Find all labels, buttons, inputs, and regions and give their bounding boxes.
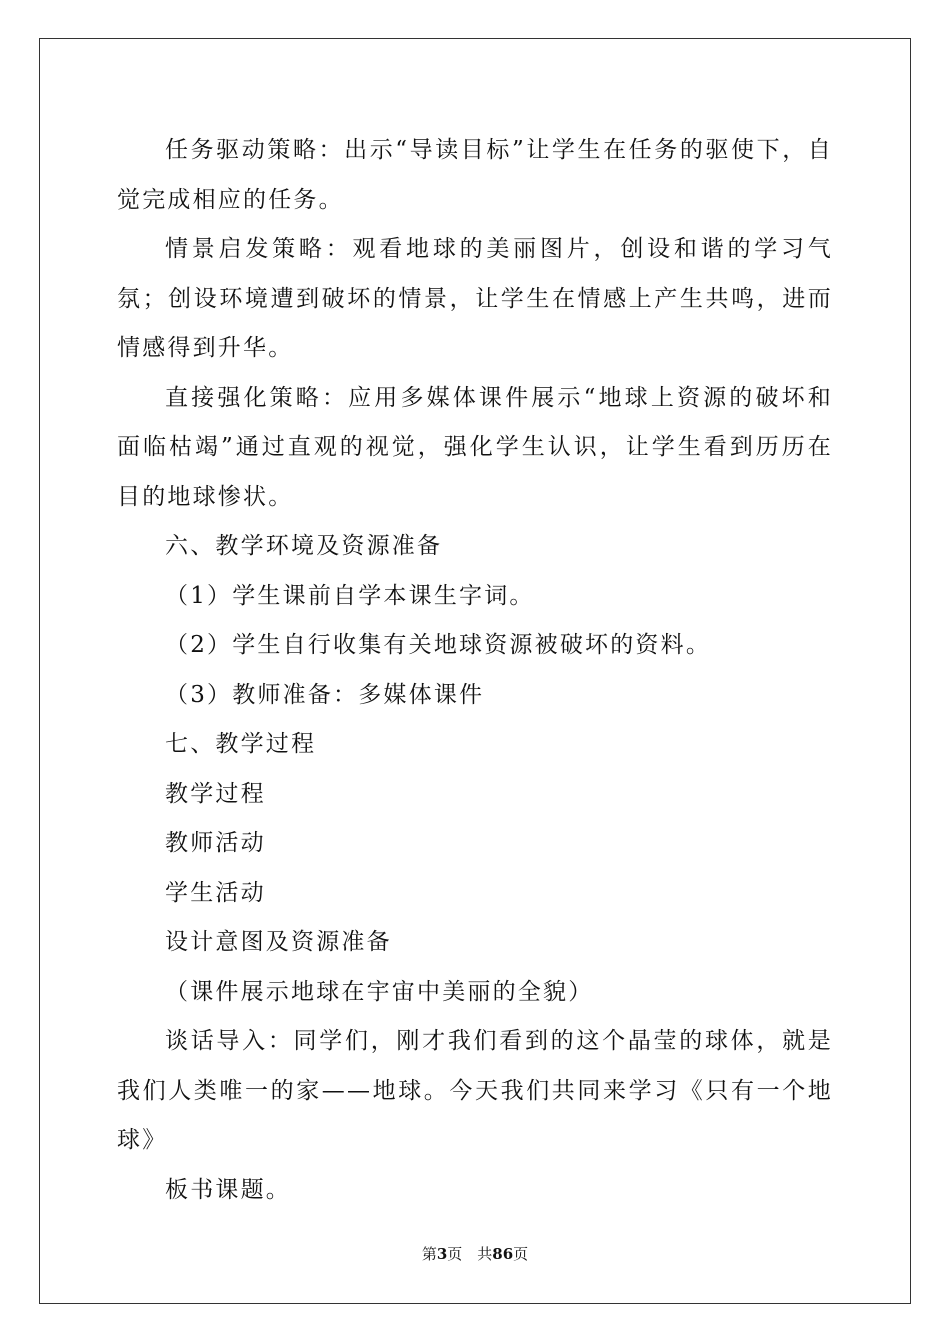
list-item-1: （1）学生课前自学本课生字词。 xyxy=(165,582,535,609)
label-teacher-activity: 教师活动 xyxy=(165,830,266,856)
footer-page-number: 3 xyxy=(436,1245,448,1263)
document-body xyxy=(117,126,833,1215)
section-heading-environment-resources: 六、教学环境及资源准备 xyxy=(165,533,443,559)
label-student-activity: 学生活动 xyxy=(165,879,266,906)
footer-suffix: 页 xyxy=(513,1245,529,1263)
footer-total-pages: 86 xyxy=(492,1245,514,1263)
paragraph-direct-reinforcement-strategy: 直接强化策略：应用多媒体课件展示“地球上资源的破坏和面临枯竭”通过直观的视觉，强化学生认识，让学生看到历历在目的地球惨状。 xyxy=(117,384,833,510)
footer-prefix: 第 xyxy=(421,1245,437,1263)
paragraph-task-driven-strategy: 任务驱动策略：出示“导读目标”让学生在任务的驱使下，自觉完成相应的任务。 xyxy=(117,137,833,213)
paragraph-blackboard-title: 板书课题。 xyxy=(165,1176,291,1203)
label-teaching-process: 教学过程 xyxy=(165,780,266,807)
paragraph-introduction-talk: 谈话导入：同学们，刚才我们看到的这个晶莹的球体，就是我们人类唯一的家——地球。今天我们共同来学习《只有一个地球》 xyxy=(117,1028,833,1153)
section-heading-teaching-process: 七、教学过程 xyxy=(165,731,317,757)
footer-middle: 页 共 xyxy=(447,1245,493,1263)
label-design-intent: 设计意图及资源准备 xyxy=(165,929,392,955)
list-item-2: （2）学生自行收集有关地球资源被破坏的资料。 xyxy=(165,632,712,658)
list-item-3: （3）教师准备：多媒体课件 xyxy=(165,681,485,708)
paragraph-courseware-note: （课件展示地球在宇宙中美丽的全貌） xyxy=(165,978,594,1005)
page-footer xyxy=(0,1244,950,1264)
paragraph-scene-inspiration-strategy: 情景启发策略：观看地球的美丽图片，创设和谐的学习气氛；创设环境遭到破坏的情景，让学生在情感上产生共鸣，进而情感得到升华。 xyxy=(117,236,833,361)
